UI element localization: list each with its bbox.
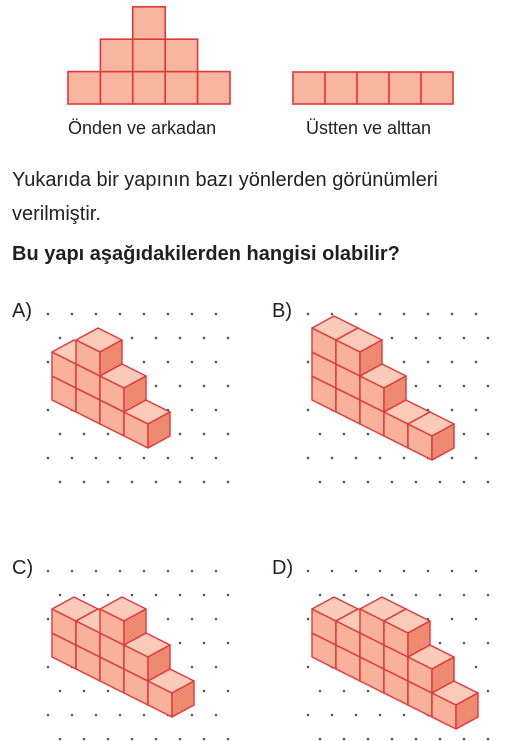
grid-dot — [343, 690, 346, 693]
grid-dot — [439, 594, 442, 597]
grid-dot — [95, 313, 98, 316]
grid-dot — [203, 433, 206, 436]
grid-dot — [83, 738, 86, 741]
grid-dot — [487, 594, 490, 597]
top-bottom-view — [293, 72, 453, 104]
grid-dot — [319, 690, 322, 693]
grid-dot — [487, 433, 490, 436]
grid-dot — [343, 433, 346, 436]
grid-dot — [415, 594, 418, 597]
option-a-label[interactable]: A) — [12, 300, 32, 322]
grid-dot — [155, 481, 158, 484]
grid-dot — [343, 481, 346, 484]
grid-dot — [403, 457, 406, 460]
front-view-cell — [100, 72, 132, 104]
grid-dot — [475, 666, 478, 669]
grid-dot — [95, 457, 98, 460]
grid-dot — [107, 594, 110, 597]
grid-dot — [227, 433, 230, 436]
option-b-label[interactable]: B) — [272, 300, 292, 322]
grid-dot — [439, 337, 442, 340]
front-view-cell — [133, 72, 165, 104]
top-view-cell — [421, 72, 453, 104]
grid-dot — [131, 337, 134, 340]
grid-dot — [307, 457, 310, 460]
grid-dot — [203, 594, 206, 597]
top-view-cell — [293, 72, 325, 104]
grid-dot — [391, 594, 394, 597]
grid-dot — [107, 738, 110, 741]
grid-dot — [307, 714, 310, 717]
grid-dot — [203, 690, 206, 693]
grid-dot — [355, 714, 358, 717]
top-view-cell — [357, 72, 389, 104]
grid-dot — [451, 409, 454, 412]
grid-dot — [367, 433, 370, 436]
grid-dot — [451, 313, 454, 316]
grid-dot — [143, 361, 146, 364]
grid-dot — [367, 738, 370, 741]
grid-dot — [487, 642, 490, 645]
grid-dot — [83, 594, 86, 597]
grid-dot — [47, 666, 50, 669]
grid-dot — [71, 457, 74, 460]
grid-dot — [47, 714, 50, 717]
option-a-figure[interactable] — [47, 313, 230, 484]
grid-dot — [167, 457, 170, 460]
grid-dot — [463, 385, 466, 388]
grid-dot — [403, 313, 406, 316]
grid-dot — [307, 570, 310, 573]
grid-dot — [307, 618, 310, 621]
grid-dot — [131, 738, 134, 741]
grid-dot — [191, 618, 194, 621]
grid-dot — [203, 385, 206, 388]
grid-dot — [179, 738, 182, 741]
grid-dot — [59, 481, 62, 484]
grid-dot — [331, 457, 334, 460]
grid-dot — [227, 337, 230, 340]
grid-dot — [167, 618, 170, 621]
grid-dot — [47, 618, 50, 621]
grid-dot — [119, 457, 122, 460]
grid-dot — [143, 570, 146, 573]
grid-dot — [215, 361, 218, 364]
grid-dot — [331, 570, 334, 573]
grid-dot — [215, 457, 218, 460]
grid-dot — [215, 618, 218, 621]
grid-dot — [59, 738, 62, 741]
grid-dot — [451, 361, 454, 364]
grid-dot — [59, 690, 62, 693]
option-c-label[interactable]: C) — [12, 557, 34, 579]
grid-dot — [379, 570, 382, 573]
grid-dot — [179, 642, 182, 645]
grid-dot — [307, 666, 310, 669]
grid-dot — [215, 409, 218, 412]
option-d-figure[interactable] — [307, 570, 490, 741]
grid-dot — [179, 433, 182, 436]
grid-dot — [227, 385, 230, 388]
front-view-cell — [198, 72, 230, 104]
grid-dot — [119, 313, 122, 316]
grid-dot — [119, 714, 122, 717]
grid-dot — [227, 690, 230, 693]
grid-dot — [83, 690, 86, 693]
grid-dot — [331, 714, 334, 717]
grid-dot — [167, 570, 170, 573]
grid-dot — [227, 481, 230, 484]
grid-dot — [319, 594, 322, 597]
grid-dot — [191, 714, 194, 717]
grid-dot — [227, 594, 230, 597]
grid-dot — [355, 570, 358, 573]
option-c-figure[interactable] — [47, 570, 230, 741]
grid-dot — [403, 361, 406, 364]
grid-dot — [167, 361, 170, 364]
grid-dot — [475, 457, 478, 460]
grid-dot — [155, 594, 158, 597]
front-view-cell — [68, 72, 100, 104]
grid-dot — [71, 313, 74, 316]
grid-dot — [451, 457, 454, 460]
grid-dot — [439, 481, 442, 484]
grid-dot — [47, 313, 50, 316]
grid-dot — [203, 481, 206, 484]
front-view-cell — [165, 39, 197, 71]
grid-dot — [415, 337, 418, 340]
grid-dot — [367, 481, 370, 484]
grid-dot — [227, 642, 230, 645]
grid-dot — [379, 313, 382, 316]
grid-dot — [475, 361, 478, 364]
grid-dot — [191, 570, 194, 573]
grid-dot — [487, 738, 490, 741]
grid-dot — [319, 433, 322, 436]
grid-dot — [463, 433, 466, 436]
grid-dot — [475, 409, 478, 412]
grid-dot — [427, 313, 430, 316]
grid-dot — [47, 409, 50, 412]
grid-dot — [59, 433, 62, 436]
grid-dot — [343, 594, 346, 597]
grid-dot — [415, 385, 418, 388]
grid-dot — [215, 313, 218, 316]
grid-dot — [191, 457, 194, 460]
grid-dot — [155, 738, 158, 741]
grid-dot — [59, 337, 62, 340]
grid-dot — [319, 481, 322, 484]
grid-dot — [427, 570, 430, 573]
grid-dot — [391, 738, 394, 741]
grid-dot — [487, 385, 490, 388]
grid-dot — [179, 337, 182, 340]
grid-dot — [487, 690, 490, 693]
grid-dot — [59, 594, 62, 597]
grid-dot — [379, 714, 382, 717]
grid-dot — [307, 313, 310, 316]
grid-dot — [155, 385, 158, 388]
front-view-cell — [165, 72, 197, 104]
grid-dot — [307, 361, 310, 364]
option-d-label[interactable]: D) — [272, 557, 294, 579]
grid-dot — [475, 618, 478, 621]
grid-dot — [475, 570, 478, 573]
grid-dot — [95, 570, 98, 573]
grid-dot — [143, 714, 146, 717]
grid-dot — [215, 666, 218, 669]
grid-dot — [355, 313, 358, 316]
grid-dot — [191, 666, 194, 669]
grid-dot — [107, 481, 110, 484]
grid-dot — [143, 313, 146, 316]
grid-dot — [463, 642, 466, 645]
grid-dot — [439, 642, 442, 645]
grid-dot — [71, 570, 74, 573]
top-view-cell — [325, 72, 357, 104]
front-view-cell — [133, 7, 165, 39]
grid-dot — [427, 361, 430, 364]
grid-dot — [131, 481, 134, 484]
grid-dot — [391, 481, 394, 484]
grid-dot — [203, 337, 206, 340]
grid-dot — [367, 594, 370, 597]
front-back-view-label: Önden ve arkadan — [68, 118, 217, 138]
option-b-figure[interactable] — [307, 313, 490, 484]
grid-dot — [143, 457, 146, 460]
grid-dot — [463, 337, 466, 340]
grid-dot — [47, 570, 50, 573]
grid-dot — [355, 457, 358, 460]
front-view-cell — [100, 39, 132, 71]
grid-dot — [179, 594, 182, 597]
grid-dot — [191, 313, 194, 316]
grid-dot — [451, 618, 454, 621]
grid-dot — [415, 738, 418, 741]
grid-dot — [319, 738, 322, 741]
grid-dot — [107, 690, 110, 693]
grid-dot — [179, 481, 182, 484]
grid-dot — [307, 409, 310, 412]
grid-dot — [203, 642, 206, 645]
grid-dot — [367, 690, 370, 693]
grid-dot — [191, 409, 194, 412]
grid-dot — [343, 738, 346, 741]
grid-dot — [331, 313, 334, 316]
grid-dot — [131, 594, 134, 597]
grid-dot — [119, 570, 122, 573]
grid-dot — [475, 313, 478, 316]
grid-dot — [227, 738, 230, 741]
grid-dot — [167, 313, 170, 316]
front-back-view — [68, 7, 230, 104]
grid-dot — [215, 714, 218, 717]
grid-dot — [391, 337, 394, 340]
top-bottom-view-label: Üstten ve alttan — [306, 118, 432, 138]
grid-dot — [107, 433, 110, 436]
grid-dot — [439, 738, 442, 741]
grid-dot — [463, 594, 466, 597]
grid-dot — [71, 714, 74, 717]
grid-dot — [83, 433, 86, 436]
grid-dot — [203, 738, 206, 741]
grid-dot — [487, 337, 490, 340]
grid-dot — [83, 481, 86, 484]
grid-dot — [95, 714, 98, 717]
grid-dot — [463, 738, 466, 741]
grid-dot — [179, 385, 182, 388]
grid-dot — [451, 570, 454, 573]
grid-dot — [47, 361, 50, 364]
grid-dot — [463, 481, 466, 484]
question-text: Bu yapı aşağıdakilerden hangisi olabilir? — [12, 243, 400, 265]
grid-dot — [415, 481, 418, 484]
grid-dot — [379, 457, 382, 460]
grid-dot — [403, 714, 406, 717]
front-view-cell — [133, 39, 165, 71]
grid-dot — [403, 570, 406, 573]
grid-dot — [191, 361, 194, 364]
grid-dot — [487, 481, 490, 484]
top-view-cell — [389, 72, 421, 104]
grid-dot — [215, 570, 218, 573]
grid-dot — [439, 385, 442, 388]
problem-description: Yukarıda bir yapının bazı yönlerden görünümleri verilmiştir. — [12, 169, 438, 225]
grid-dot — [47, 457, 50, 460]
grid-dot — [155, 337, 158, 340]
